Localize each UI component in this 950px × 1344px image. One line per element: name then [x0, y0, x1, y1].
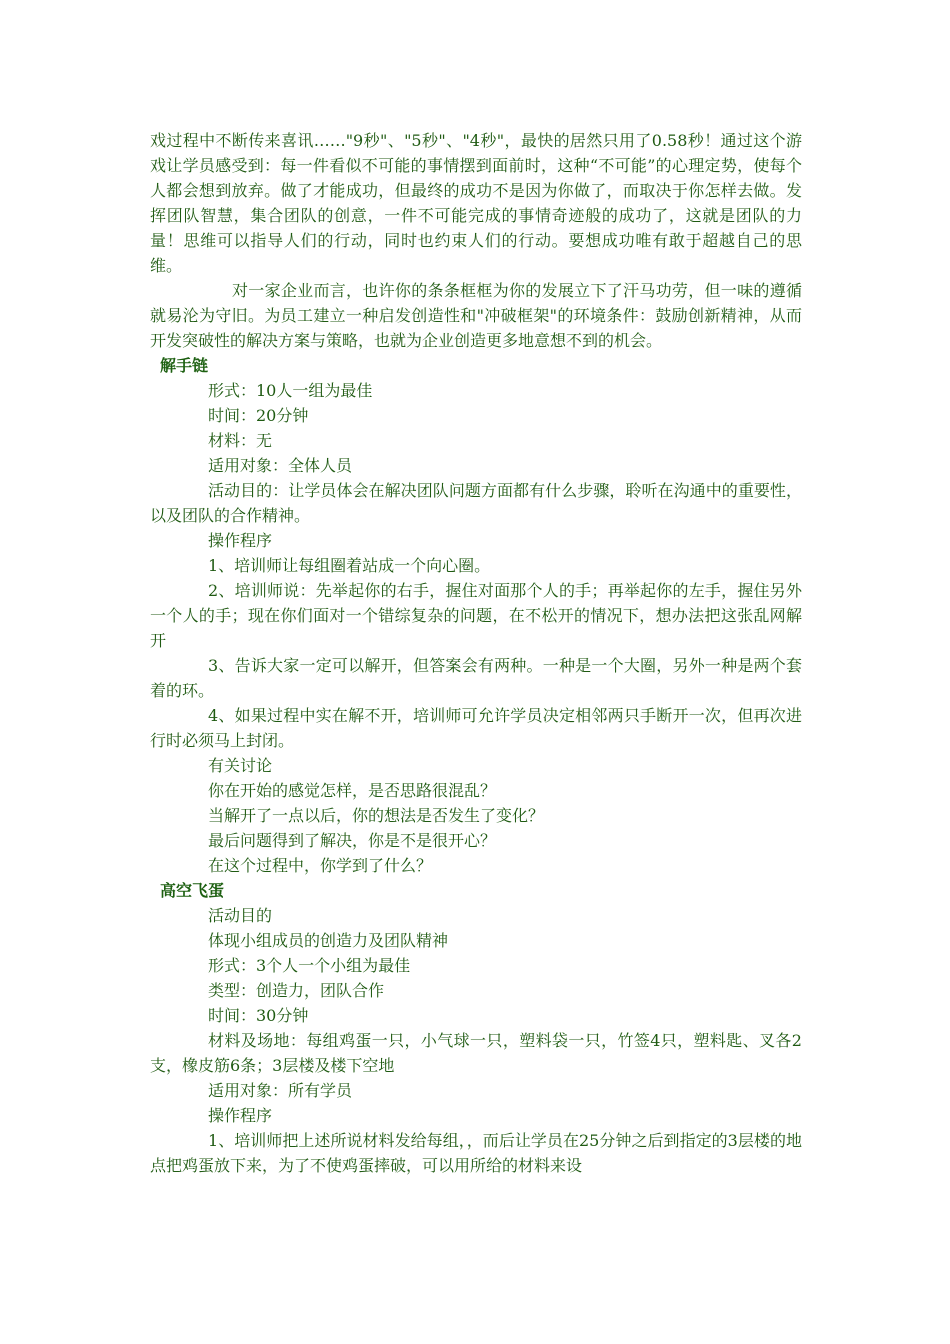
hand-chain-discussion-title: 有关讨论: [208, 756, 273, 775]
egg-drop-procedure-title: 操作程序: [208, 1106, 273, 1125]
egg-drop-type: 类型：创造力，团队合作: [208, 981, 385, 1000]
egg-drop-audience: 适用对象：所有学员: [208, 1081, 353, 1100]
egg-drop-form: 形式：3个人一个小组为最佳: [208, 956, 411, 975]
hand-chain-step-2: 2、培训师说：先举起你的右手，握住对面那个人的手；再举起你的左手，握住另外一个人的手；现在你们面对一个错综复杂的问题，在不松开的情况下，想办法把这张乱网解开: [150, 581, 802, 650]
hand-chain-question-1: 你在开始的感觉怎样，是否思路很混乱？: [208, 781, 497, 800]
document-page: [150, 128, 802, 1178]
hand-chain-audience: 适用对象：全体人员: [208, 456, 353, 475]
paragraph-enterprise: 对一家企业而言，也许你的条条框框为你的发展立下了汗马功劳，但一味的遵循就易沦为守旧。为员工建立一种启发创造性和"冲破框架"的环境条件：鼓励创新精神，从而开发突破性的解决方案与策略，也就为企业创造更多地意想不到的机会。: [150, 281, 802, 350]
heading-egg-drop: 高空飞蛋: [160, 881, 225, 900]
paragraph-game-result: 戏过程中不断传来喜讯……"9秒"、"5秒"、"4秒"，最快的居然只用了0.58秒！通过这个游戏让学员感受到：每一件看似不可能的事情摆到面前时，这种“不可能”的心理定势，使每个人都会想到放弃。做了才能成功，但最终的成功不是因为你做了，而取决于你怎样去做。发挥团队智慧，集合团队的创意，一件不可能完成的事情奇迹般的成功了，这就是团队的力量！思维可以指导人们的行动，同时也约束人们的行动。要想成功唯有敢于超越自己的思维。: [150, 131, 802, 275]
hand-chain-time: 时间：20分钟: [208, 406, 309, 425]
egg-drop-purpose-title: 活动目的: [208, 906, 273, 925]
hand-chain-question-4: 在这个过程中，你学到了什么？: [208, 856, 433, 875]
hand-chain-procedure-title: 操作程序: [208, 531, 273, 550]
hand-chain-step-4: 4、如果过程中实在解不开，培训师可允许学员决定相邻两只手断开一次，但再次进行时必须马上封闭。: [150, 706, 802, 750]
hand-chain-question-3: 最后问题得到了解决，你是不是很开心？: [208, 831, 497, 850]
hand-chain-step-1: 1、培训师让每组圈着站成一个向心圈。: [208, 556, 491, 575]
heading-hand-chain: 解手链: [160, 356, 209, 375]
egg-drop-time: 时间：30分钟: [208, 1006, 309, 1025]
hand-chain-step-3: 3、告诉大家一定可以解开，但答案会有两种。一种是一个大圈，另外一种是两个套着的环。: [150, 656, 802, 700]
egg-drop-purpose: 体现小组成员的创造力及团队精神: [208, 931, 449, 950]
egg-drop-step-1: 1、培训师把上述所说材料发给每组，，而后让学员在25分钟之后到指定的3层楼的地点把鸡蛋放下来，为了不使鸡蛋摔破，可以用所给的材料来设: [150, 1131, 802, 1175]
hand-chain-purpose: 活动目的：让学员体会在解决团队问题方面都有什么步骤，聆听在沟通中的重要性，以及团队的合作精神。: [150, 481, 802, 525]
egg-drop-materials: 材料及场地：每组鸡蛋一只，小气球一只，塑料袋一只，竹签4只，塑料匙、叉各2支，橡皮筋6条；3层楼及楼下空地: [150, 1031, 802, 1075]
hand-chain-question-2: 当解开了一点以后，你的想法是否发生了变化？: [208, 806, 545, 825]
hand-chain-form: 形式：10人一组为最佳: [208, 381, 373, 400]
hand-chain-materials: 材料：无: [208, 431, 273, 450]
